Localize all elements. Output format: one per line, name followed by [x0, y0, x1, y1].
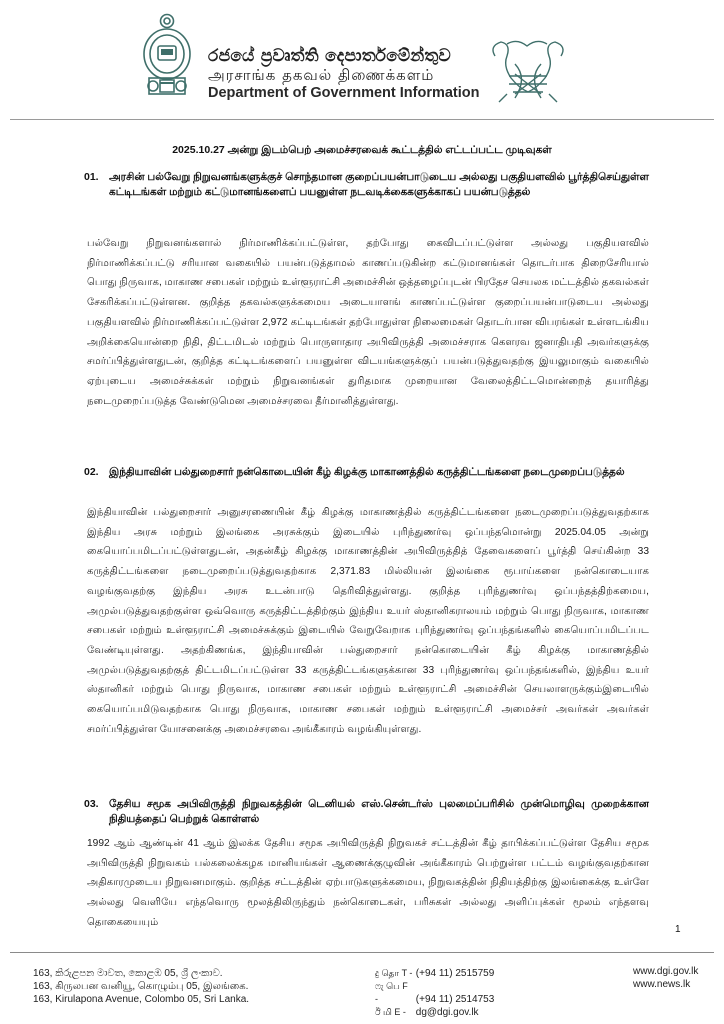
section-number: 03.: [84, 798, 99, 810]
section-number: 01.: [84, 171, 99, 183]
section-body: இந்தியாவின் பல்துறைசார் அனுசரணையின் கீழ் கிழக்கு மாகாணத்தில் கருத்திட்டங்களை நடைமுறைப்படுத்துவதற்காக இந்திய அரசு மற்றும் இலங்கை அரசுக்கும் இடையில் புரிந்துணர்வு ஒப்பந்தமொன்று 2025.04.05 அன்று கையொப்பமிடப்பட்டுள்ளதுடன், அதன்கீழ் கிழக்கு மாகாணத்தின் அபிவிருத்தித் தேவைகளைப் பூர்த்தி செய்கின்ற 33 கருத்திட்டங்களை நடைமுறைப்படுத்துவதற்காக 2,371.83 மில்லியன் இலங்கை ரூபாய்களை நன்கொடையாக வழங்குவதற்கு இந்திய அரசு உடன்பாடு தெரிவித்துள்ளது. குறித்த புரிந்துணர்வு ஒப்பந்தத்திற்கமைய, அமுல்படுத்துவதற்குள்ள ஒவ்வொரு கருத்திட்டத்திற்கும் இந்திய உயர் ஸ்தானிகராலயம் மற்றும் பொது நிருவாக, மாகாண சபைகள் மற்றும் உள்ளூராட்சி அமைச்சுக்கும் இடையில் வேறுவேறாக புரிந்துணர்வு ஒப்பந்தங்களில் கையொப்பமிடப்பட வேண்டியுள்ளது. அதற்கிணங்க, இந்தியாவின் பல்துறைசார் நன்கொடையின் கீழ் கிழக்கு மாகாணத்தில் அமுல்படுத்துவதற்குத் திட்டமிடப்பட்டுள்ள 33 கருத்திட்டங்களுக்கான 33 புரிந்துணர்வு ஒப்பந்தங்களில், இந்திய உயர் ஸ்தானிகர் மற்றும் பொது நிருவாக, மாகாண சபைகள் மற்றும் உள்ளூராட்சி அமைச்சின் செயலாளருக்கும்இடையில் கையொப்பமிடுவதற்காக பொது நிருவாக, மாகாண சபைகள் மற்றும் உள்ளூராட்சி அமைச்சர் அவர்கள் அவர்கள் சமர்ப்பித்துள்ள யோசனைக்கு அமைச்சரவை அங்கீகாரம் வழங்கியுள்ளது.: [87, 507, 649, 735]
swan-pair-logo-icon: [485, 36, 571, 108]
footer-divider: [10, 952, 714, 953]
footer-address: [33, 967, 249, 1006]
address-tamil: 163, கிருலபன வனியூ, கொழும்பு 05, இலங்கை.: [33, 981, 249, 992]
email-address[interactable]: dg@dgi.gov.lk: [415, 1007, 479, 1018]
header-divider: [10, 119, 714, 120]
department-name-block: [208, 46, 478, 102]
section-heading: [84, 797, 649, 826]
section-heading: [84, 465, 649, 480]
footer-websites: [633, 965, 698, 991]
section-heading-text: அரசின் பல்வேறு நிறுவனங்களுக்குச் சொந்தமான குறைப்பயன்பாடுடைய அல்லது பகுதியளவில் பூர்த்திசெய்துள்ள கட்டிடங்கள் மற்றும் கட்டுமானங்களைப் பயனுள்ள நடவடிக்கைகளுக்காகப் பயன்படுத்தல்: [109, 171, 649, 198]
sri-lanka-state-emblem-icon: [141, 12, 193, 98]
address-english: 163, Kirulapona Avenue, Colombo 05, Sri Lanka.: [33, 994, 250, 1005]
fax-label: ෆැ பெ F -: [375, 981, 408, 1004]
phone-label: දු தொ T -: [375, 968, 413, 978]
fax-number: (+94 11) 2514753: [415, 994, 495, 1005]
email-row: [375, 1006, 494, 1019]
section-body: 1992 ஆம் ஆண்டின் 41 ஆம் இலக்க தேசிய சமூக அபிவிருத்தி நிறுவகச் சட்டத்தின் கீழ் தாபிக்கப்பட்டுள்ள தேசிய சமூக அபிவிருத்தி நிறுவகம் பல்கலைக்கழக மானியங்கள் ஆணைக்குழுவின் அங்கீகாரம் பெற்றுள்ள பட்டம் வழங்குவதற்கான அதிகாரமுடைய நிறுவனமாகும். குறித்த சட்டத்தின் ஏற்பாடுகளுக்கமைய, நிறுவகத்தின் நிதியத்திற்கு இலங்கைக்கு உள்ளே அல்லது வெளியே எந்தவொரு மூலத்திலிருந்தும் நன்கொடைகள், பரிசுகள் அல்லது அளிப்புக்கள் மூலம் எந்தளவு தொகையையும்: [87, 838, 649, 928]
email-label: ඊ மி E -: [375, 1007, 406, 1017]
address-sinhala: 163, කිරුළපන මාවත, කොළඹ 05, ශ්‍රී ලංකාව.: [33, 968, 223, 979]
page-number: 1: [675, 924, 681, 935]
footer-contact: [375, 967, 494, 1019]
website-link-dgi[interactable]: www.dgi.gov.lk: [633, 966, 699, 977]
section-heading-text: தேசிய சமூக அபிவிருத்தி நிறுவகத்தின் டெனியல் எஸ்.சென்டர்ஸ் புலமைப்பரிசில் முன்மொழிவு முறைக்கான நிதியத்தைப் பெற்றுக் கொள்ளல்: [109, 798, 649, 825]
letterhead: [0, 0, 724, 128]
phone-number[interactable]: (+94 11) 2515759: [415, 968, 495, 979]
phone-row: [375, 967, 494, 980]
fax-row: [375, 980, 494, 1006]
section-heading: [84, 170, 649, 199]
section-body: பல்வேறு நிறுவனங்களால் நிர்மாணிக்கப்பட்டுள்ள, தற்போது கைவிடப்பட்டுள்ள அல்லது பகுதியளவில் நிர்மாணிக்கப்பட்டு சரியான வகையில் பயன்படுத்தாமல் காணப்படுகின்ற கட்டுமானங்கள் தொடர்பாக திறைசேரியால் பொது நிருவாக, மாகாண சபைகள் மற்றும் உள்ளூராட்சி அமைச்சின் ஒத்தழைப்புடன் பிரதேச செயலக மட்டத்தில் தகவல்கள் சேகரிக்கப்பட்டுள்ளன. குறித்த தகவல்களுக்கமைய அடையாளங் காணப்பட்டுள்ள குறைப்பயன்பாடுடைய அல்லது பகுதியளவில் நிர்மாணிக்கப்பட்டுள்ள 2,972 கட்டிடங்கள் தற்போதுள்ள நிலைமைகள் தொடர்பான விபரங்கள் உள்ளடங்கிய அறிக்கையொன்றை நிதி, திட்டமிடல் மற்றும் பொருளாதார அபிவிருத்தி அமைச்சராக கௌரவ ஜனாதிபதி அவர்களுக்கு சமர்ப்பித்துள்ளதுடன், குறித்த கட்டிடங்களைப் பயனுள்ள விடயங்களுக்குப் பயன்படுத்துவதற்கு இயலுமாகும் வகையில் ஏற்புடைய அமைச்சுக்கள் மற்றும் நிறுவனங்கள் துரிதமாக முறையான வேலைத்திட்டமொன்றைத் தயாரித்து நடைமுறைப்படுத்த வேண்டுமென அமைச்சரவை தீர்மானித்துள்ளது.: [87, 238, 649, 407]
department-name-sinhala: රජයේ ප්‍රවෘත්ති දෙපාර්තමේන්තුව: [208, 46, 452, 66]
website-link-news[interactable]: www.news.lk: [633, 979, 691, 990]
section-number: 02.: [84, 466, 99, 478]
department-name-tamil: அரசாங்க தகவல் திணைக்களம்: [208, 66, 435, 84]
department-name-english: Department of Government Information: [208, 85, 480, 101]
section-heading-text: இந்தியாவின் பல்துறைசார் நன்கொடையின் கீழ் கிழக்கு மாகாணத்தில் கருத்திட்டங்களை நடைமுறைப்படுத்தல்: [109, 466, 625, 478]
document-title: 2025.10.27 அன்று இடம்பெற் அமைச்சரவைக் கூட்டத்தில் எட்டப்பட்ட முடிவுகள்: [172, 144, 552, 156]
